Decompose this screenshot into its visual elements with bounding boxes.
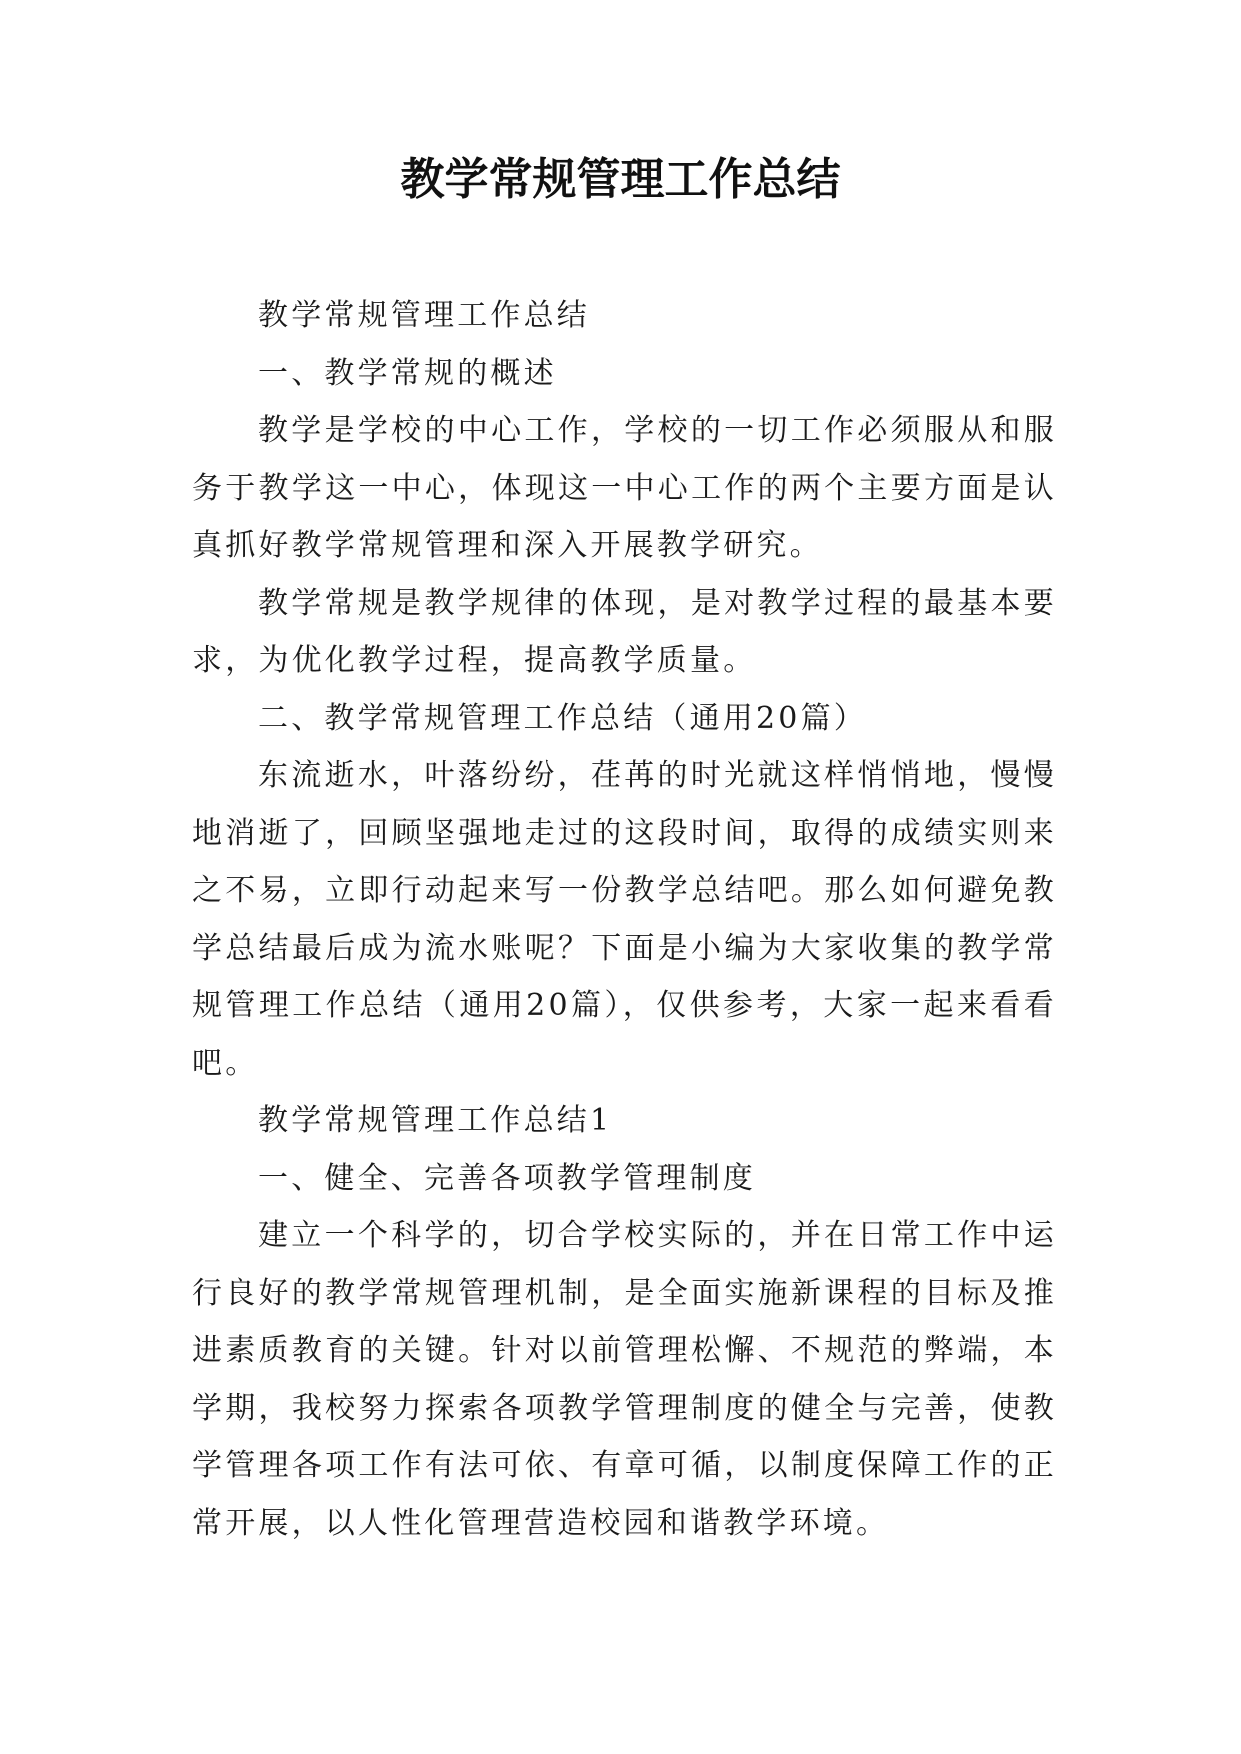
paragraph-introduction: 东流逝水，叶落纷纷，荏苒的时光就这样悄悄地，慢慢地消逝了，回顾坚强地走过的这段时间，取得的成绩实则来之不易，立即行动起来写一份教学总结吧。那么如何避免教学总结最后成为流水账呢？下面是小编为大家收集的教学常规管理工作总结（通用20篇），仅供参考，大家一起来看看吧。 [192,758,1057,1081]
paragraph-heading-system: 一、健全、完善各项教学管理制度 [258,1160,756,1196]
document-body [192,287,1057,1552]
document-title: 教学常规管理工作总结 [400,154,841,205]
paragraph-heading-overview: 一、教学常规的概述 [258,355,557,391]
paragraph-summary-1-title: 教学常规管理工作总结1 [258,1103,613,1138]
paragraph-management-mechanism: 建立一个科学的，切合学校实际的，并在日常工作中运行良好的教学常规管理机制，是全面实施新课程的目标及推进素质教育的关键。针对以前管理松懈、不规范的弊端，本学期，我校努力探索各项教学管理制度的健全与完善，使教学管理各项工作有法可依、有章可循，以制度保障工作的正常开展，以人性化管理营造校园和谐教学环境。 [192,1218,1057,1541]
paragraph-subtitle: 教学常规管理工作总结 [258,298,590,333]
paragraph-teaching-routine: 教学常规是教学规律的体现，是对教学过程的最基本要求，为优化教学过程，提高教学质量。 [192,585,1057,678]
paragraph-teaching-center: 教学是学校的中心工作，学校的一切工作必须服从和服务于教学这一中心，体现这一中心工作的两个主要方面是认真抓好教学常规管理和深入开展教学研究。 [192,413,1057,563]
paragraph-heading-summary: 二、教学常规管理工作总结（通用20篇） [258,700,867,736]
